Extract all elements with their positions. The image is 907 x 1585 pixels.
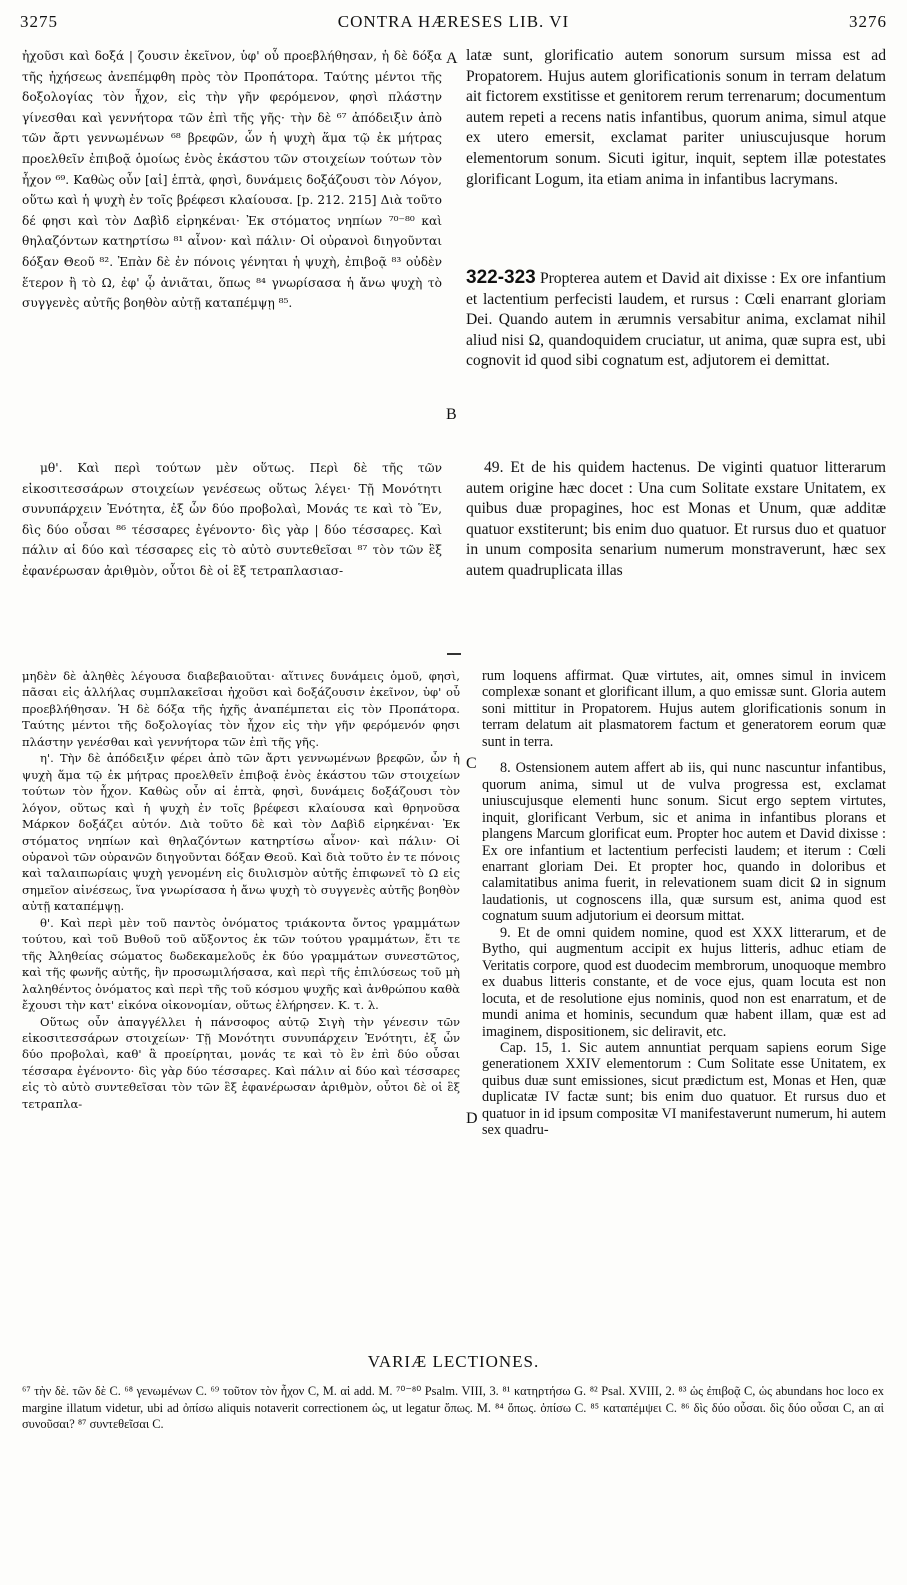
variae-lectiones-title: VARIÆ LECTIONES. [367, 1352, 540, 1371]
running-header [20, 12, 887, 38]
top-latin-column [466, 46, 886, 272]
bottom-latin-paragraph-2: 8. Ostensionem autem affert ab iis, qui nunc nascuntur infantibus, quorum anima, simul ut de vulva progressa est, exclamat uniuscujusque elementi hunc sonum. Sicut ergo septem virtutes, inquit, glorificant Verbum, sic et anima in infantibus plorans et plangens Marcum glorificat eum. Propter hoc autem et David dixisse : Ex ore infantium et lactentium perfecisti laudem; et iterum : Cœli enarrant gloriam Dei. Et propter hoc, quando in doloribus et calamitatibus anima fuerit, in relevationem suam dicit Ω in signum laudationis, ut cognoscens illa, quæ sursum est, anima quod est cognatum suum adjutorium ei deorsum mittat. [482, 760, 886, 925]
top-latin-paragraph-1b-text: Propterea autem et David ait dixisse : Ex ore infantium et lactentium perfecisti laudem, et rursus : Cœli enarrant gloriam Dei. Quando autem in ærumnis versabitur anima, exclamat nihil aliud nisi Ω, quandoquidem cruciatur, ut anima, quæ supra est, ubi cognovit id quod sibi cognatum est, adjutorem ei demittat. [466, 270, 886, 370]
margin-marker-c: C [466, 755, 477, 772]
margin-marker-b: B [446, 406, 457, 423]
bottom-greek-column [22, 668, 460, 1328]
section-divider [447, 653, 461, 655]
top-latin-column-2 [466, 458, 886, 628]
top-latin-paragraph-1: latæ sunt, glorificatio autem sonorum sursum missa est ad Propatorem. Hujus autem glorificationis sonum in terram delatum ait fictorem exstitisse et genitorem rerum terrenarum; documentum autem repeti a recens natis infantibus, quorum anima, simul atque ex utero emersit, exclamat pariter uniuscujusque horum elementorum sonum. Sicuti igitur, inquit, septem illæ potestates glorificant Logum, ita etiam anima in infantibus lacrymans. [466, 47, 886, 188]
bottom-latin-paragraph-1: rum loquens affirmat. Quæ virtutes, ait, omnes simul in invicem complexæ sonant et glorificant illum, a quo emissæ sunt. Gloria autem soni mittitur in Propatorem. Hujus autem glorificationis sonum in terram delatum ait plasmatorem factum et generatorem eorum quæ sunt in terra. [482, 668, 886, 750]
top-latin-column-b [466, 268, 886, 434]
top-greek-column [22, 46, 442, 454]
bottom-greek-paragraph-2: η'. Τὴν δὲ ἀπόδειξιν φέρει ἀπὸ τῶν ἄρτι γεννωμένων βρεφῶν, ὧν ἡ ψυχὴ ἅμα τῷ ἐκ μήτρας προελθεῖν ἐπιβοᾷ ἑνὸς ἑκάστου τῶν στοιχείων τούτων τὸν ἦχον. Καθὼς οὖν αἱ ἑπτὰ, φησὶ, δυνάμεις δοξάζουσι τὸν λόγον, οὕτως καὶ ἡ ψυχὴ ἐν τοῖς βρέφεσι κλαίουσα καὶ θρηνοῦσα Μάρκον δοξάζει αὐτόν. Διὰ τοῦτο δὲ καὶ τὸν Δαβὶδ εἰρηκέναι· Ἐκ στόματος νηπίων καὶ θηλαζόντων κατηρτίσω αἶνον· καὶ πάλιν· Οἱ οὐρανοὶ τῶν οὐρανῶν διηγοῦνται δόξαν Θεοῦ. Καὶ διὰ τοῦτο ἐν τε πόνοις καὶ ταλαιπωρίαις ψυχὴ γενομένη εἰς διυλισμὸν αὐτῆς ἐπιφωνεῖ τὸ Ω εἰς σημεῖον αἰνέσεως, ἵνα γνωρίσασα ἡ ἄνω ψυχὴ τὸ συγγενὲς αὐτῆς βοηθὸν αὐτῇ καταπέμψῃ. [22, 751, 460, 914]
top-greek-paragraph-2: μθ'. Καὶ περὶ τούτων μὲν οὕτως. Περὶ δὲ τῆς τῶν εἰκοσιτεσσάρων στοιχείων γενέσεως οὕτως λέγει· Τῇ Μονότητι συνυπάρχειν Ἑνότητα, ἐξ ὧν δύο προβολαὶ, Μονάς τε καὶ τὸ Ἕν, δὶς δύο οὖσαι ⁸⁶ τέσσαρες ἐγένοντο· δὶς γὰρ | δύο τέσσαρες. Καὶ πάλιν αἱ δύο καὶ τέσσαρες εἰς τὸ αὐτὸ συντεθεῖσαι ⁸⁷ τὸν τῶν ἓξ ἐφανέρωσαν ἀριθμὸν, οὗτοι δὲ οἱ ἓξ τετραπλασιασ- [22, 461, 442, 578]
column-number: 322-323 [466, 268, 536, 288]
margin-marker-a: A [446, 50, 458, 67]
right-page-number: 3276 [849, 12, 887, 31]
bottom-latin-column [482, 668, 886, 1328]
bottom-latin-paragraph-3: 9. Et de omni quidem nomine, quod est XXX litterarum, et de Bytho, qui augmentum accipit ex hujus litteris, adhuc etiam de Veritatis corpore, quod est duodecim membrorum, unoquoque membro ex duabus litteris constante, et de voce ejus, quam locuta est non locuta, et de resolutione ejus nominis, quod non est enarratum, et de mundi anima et hominis, secundum quæ habent illam, quæ est ad imaginem, dispositionem, sic deliravit, etc. [482, 924, 886, 1040]
running-title: CONTRA HÆRESES LIB. VI [337, 12, 570, 31]
top-latin-paragraph-2: 49. Et de his quidem hactenus. De viginti quatuor litterarum autem origine hæc docet : Una cum Solitate exstare Unitatem, ex quibus duæ propagines, hoc est Monas et Unum, quæ additæ quatuor exstiterunt; bis enim duo quatuor. Et rursus duo et quatuor in unum composita senarium numerum monstraverunt, hæc sex autem quadruplicata illas [466, 459, 886, 579]
left-page-number: 3275 [20, 12, 58, 31]
top-greek-column-2 [22, 458, 442, 628]
bottom-greek-paragraph-1: μηδὲν δὲ ἀληθὲς λέγουσα διαβεβαιοῦται· αἵτινες δυνάμεις ὁμοῦ, φησὶ, πᾶσαι εἰς ἀλλήλας συμπλακεῖσαι ἠχοῦσι καὶ δοξάζουσιν ἐκεῖνον, ὑφ' οὗ προεβλήθησαν. Ἡ δὲ δόξα τῆς ἠχῆς ἀναπέμπεται εἰς τὸν Προπάτορα. Ταύτης μέντοι τῆς δοξολογίας τὸν ἦχον εἰς τὴν γῆν φερόμενόν φησι πλάστην γενέσθαι καὶ γεννήτορα τῶν ἐπὶ τῆς γῆς. [22, 669, 460, 749]
top-greek-paragraph-1: ἠχοῦσι καὶ δοξά | ζουσιν ἐκεῖνον, ὑφ' οὗ προεβλήθησαν, ἡ δὲ δόξα τῆς ἠχήσεως ἀνεπέμφθη πρὸς τὸν Προπάτορα. Ταύτης μέντοι τῆς δοξολογίας τὸν ἦχον, εἰς τὴν γῆν φερόμενον, φησὶ πλάστην γίνεσθαι καὶ γεννήτορα τῶν ἐπὶ τῆς γῆς· τὴν δὲ ⁶⁷ ἀπόδειξιν ἀπὸ τῶν ἄρτι γεννωμένων ⁶⁸ βρεφῶν, ὧν ἡ ψυχὴ ἅμα τῷ ἐκ μήτρας προελθεῖν ἐπιβοᾷ ὁμοίως ἑνὸς ἑκάστου τῶν στοιχείων τούτων τὸν ἦχον ⁶⁹. Καθὼς οὖν [αἱ] ἑπτὰ, φησὶ, δυνάμεις δοξάζουσι τὸν Λόγον, οὕτω καὶ ἡ ψυχὴ ἐν τοῖς βρέφεσι κλαίουσα. [p. 212. 215] Διὰ τοῦτο δέ φησι καὶ τὸν Δαβὶδ εἰρηκέναι· Ἐκ στόματος νηπίων ⁷⁰⁻⁸⁰ καὶ θηλαζόντων κατηρτίσω ⁸¹ αἶνον· καὶ πάλιν· Οἱ οὐρανοὶ διηγοῦνται δόξαν Θεοῦ ⁸². Ἐπὰν δὲ ἐν πόνοις γένηται ἡ ψυχὴ, ἐπιβοᾷ ⁸³ οὐδὲν ἕτερον ἢ τὸ Ω, ἐφ' ᾧ ἀνιᾶται, ὅπως ⁸⁴ γνωρίσασα ἡ ἄνω ψυχὴ τὸ συγγενὲς αὐτῆς βοηθὸν αὐτῇ καταπέμψῃ ⁸⁵. [22, 49, 442, 311]
bottom-latin-paragraph-4: Cap. 15, 1. Sic autem annuntiat perquam sapiens eorum Sige generationem XXIV elementorum : Cum Solitate esse Unitatem, ex quibus duæ sunt emissiones, sicut prædictum est, Monas et Hen, quæ duplicatæ IV factæ sunt; bis enim duo quatuor. Et rursus duo et quatuor in id ipsum compositæ VI manifestaverunt numerum, hi autem sex quadru- [482, 1039, 886, 1139]
bottom-greek-paragraph-4: Οὕτως οὖν ἀπαγγέλλει ἡ πάνσοφος αὐτῷ Σιγὴ τὴν γένεσιν τῶν εἰκοσιτεσσάρων στοιχείων· Τῇ Μονότητι συνυπάρχειν Ἑνότητι, ἐξ ὧν δύο προβολαὶ, καθ' ἃ προείρηται, μονάς τε καὶ τὸ ἓν ἐπὶ δύο οὖσαι τέσσαρα ἐγένοντο· δὶς γὰρ δύο τέσσαρες. Καὶ πάλιν αἱ δύο καὶ τέσσαρες εἰς τὸ αὐτὸ συντεθεῖσαι τὸν τῶν ἓξ ἐφανέρωσαν ἀριθμὸν, οὗτοι δὲ οἱ ἓξ τετραπλα- [22, 1014, 460, 1111]
variae-lectiones-notes: ⁶⁷ τὴν δὲ. τῶν δὲ C. ⁶⁸ γενωμένων C. ⁶⁹ τοῦτον τὸν ἦχον C, M. αἱ add. M. ⁷⁰⁻⁸⁰ Psalm. VIII, 3. ⁸¹ κατηρτήσω G. ⁸² Psal. XVIII, 2. ⁸³ ὡς ἐπιβοᾷ C, ὡς abundans hoc loco ex margine illatum videtur, ubi ad ὀπίσω aliquis notaverit correctionem ὡς, ut legatur ὅπως. M. ⁸⁴ ὅπως. ὀπίσω C. ⁸⁵ καταπέμψει C. ⁸⁶ δὶς δύο οὖσαι. δὶς δύο οὖσαι C, an αἱ συνοῦσαι? ⁸⁷ συντεθεῖσαι C. [22, 1384, 884, 1431]
top-latin-paragraph-1b [466, 268, 886, 372]
bottom-greek-paragraph-3: θ'. Καὶ περὶ μὲν τοῦ παντὸς ὀνόματος τριάκοντα ὄντος γραμμάτων τούτου, καὶ τοῦ Βυθοῦ τοῦ αὔξοντος ἐκ τῶν τούτου γραμμάτων, ἔτι τε τῆς Ἀληθείας σώματος δωδεκαμελοῦς ἐκ δύο γραμμάτων συνεστῶτος, καὶ τῆς φωνῆς αὐτῆς, ἣν προσωμιλήσασα, καὶ περὶ τῆς ἐπιλύσεως τοῦ μὴ λαληθέντος ὀνόματος καὶ περὶ τῆς τοῦ κόσμου ψυχῆς καὶ ἀνθρώπου καθὰ ἔχουσι τὴν κατ' εἰκόνα οἰκονομίαν, οὕτως ἐλήρησεν. Κ. τ. λ. [22, 915, 460, 1013]
margin-marker-d: D [466, 1110, 478, 1127]
